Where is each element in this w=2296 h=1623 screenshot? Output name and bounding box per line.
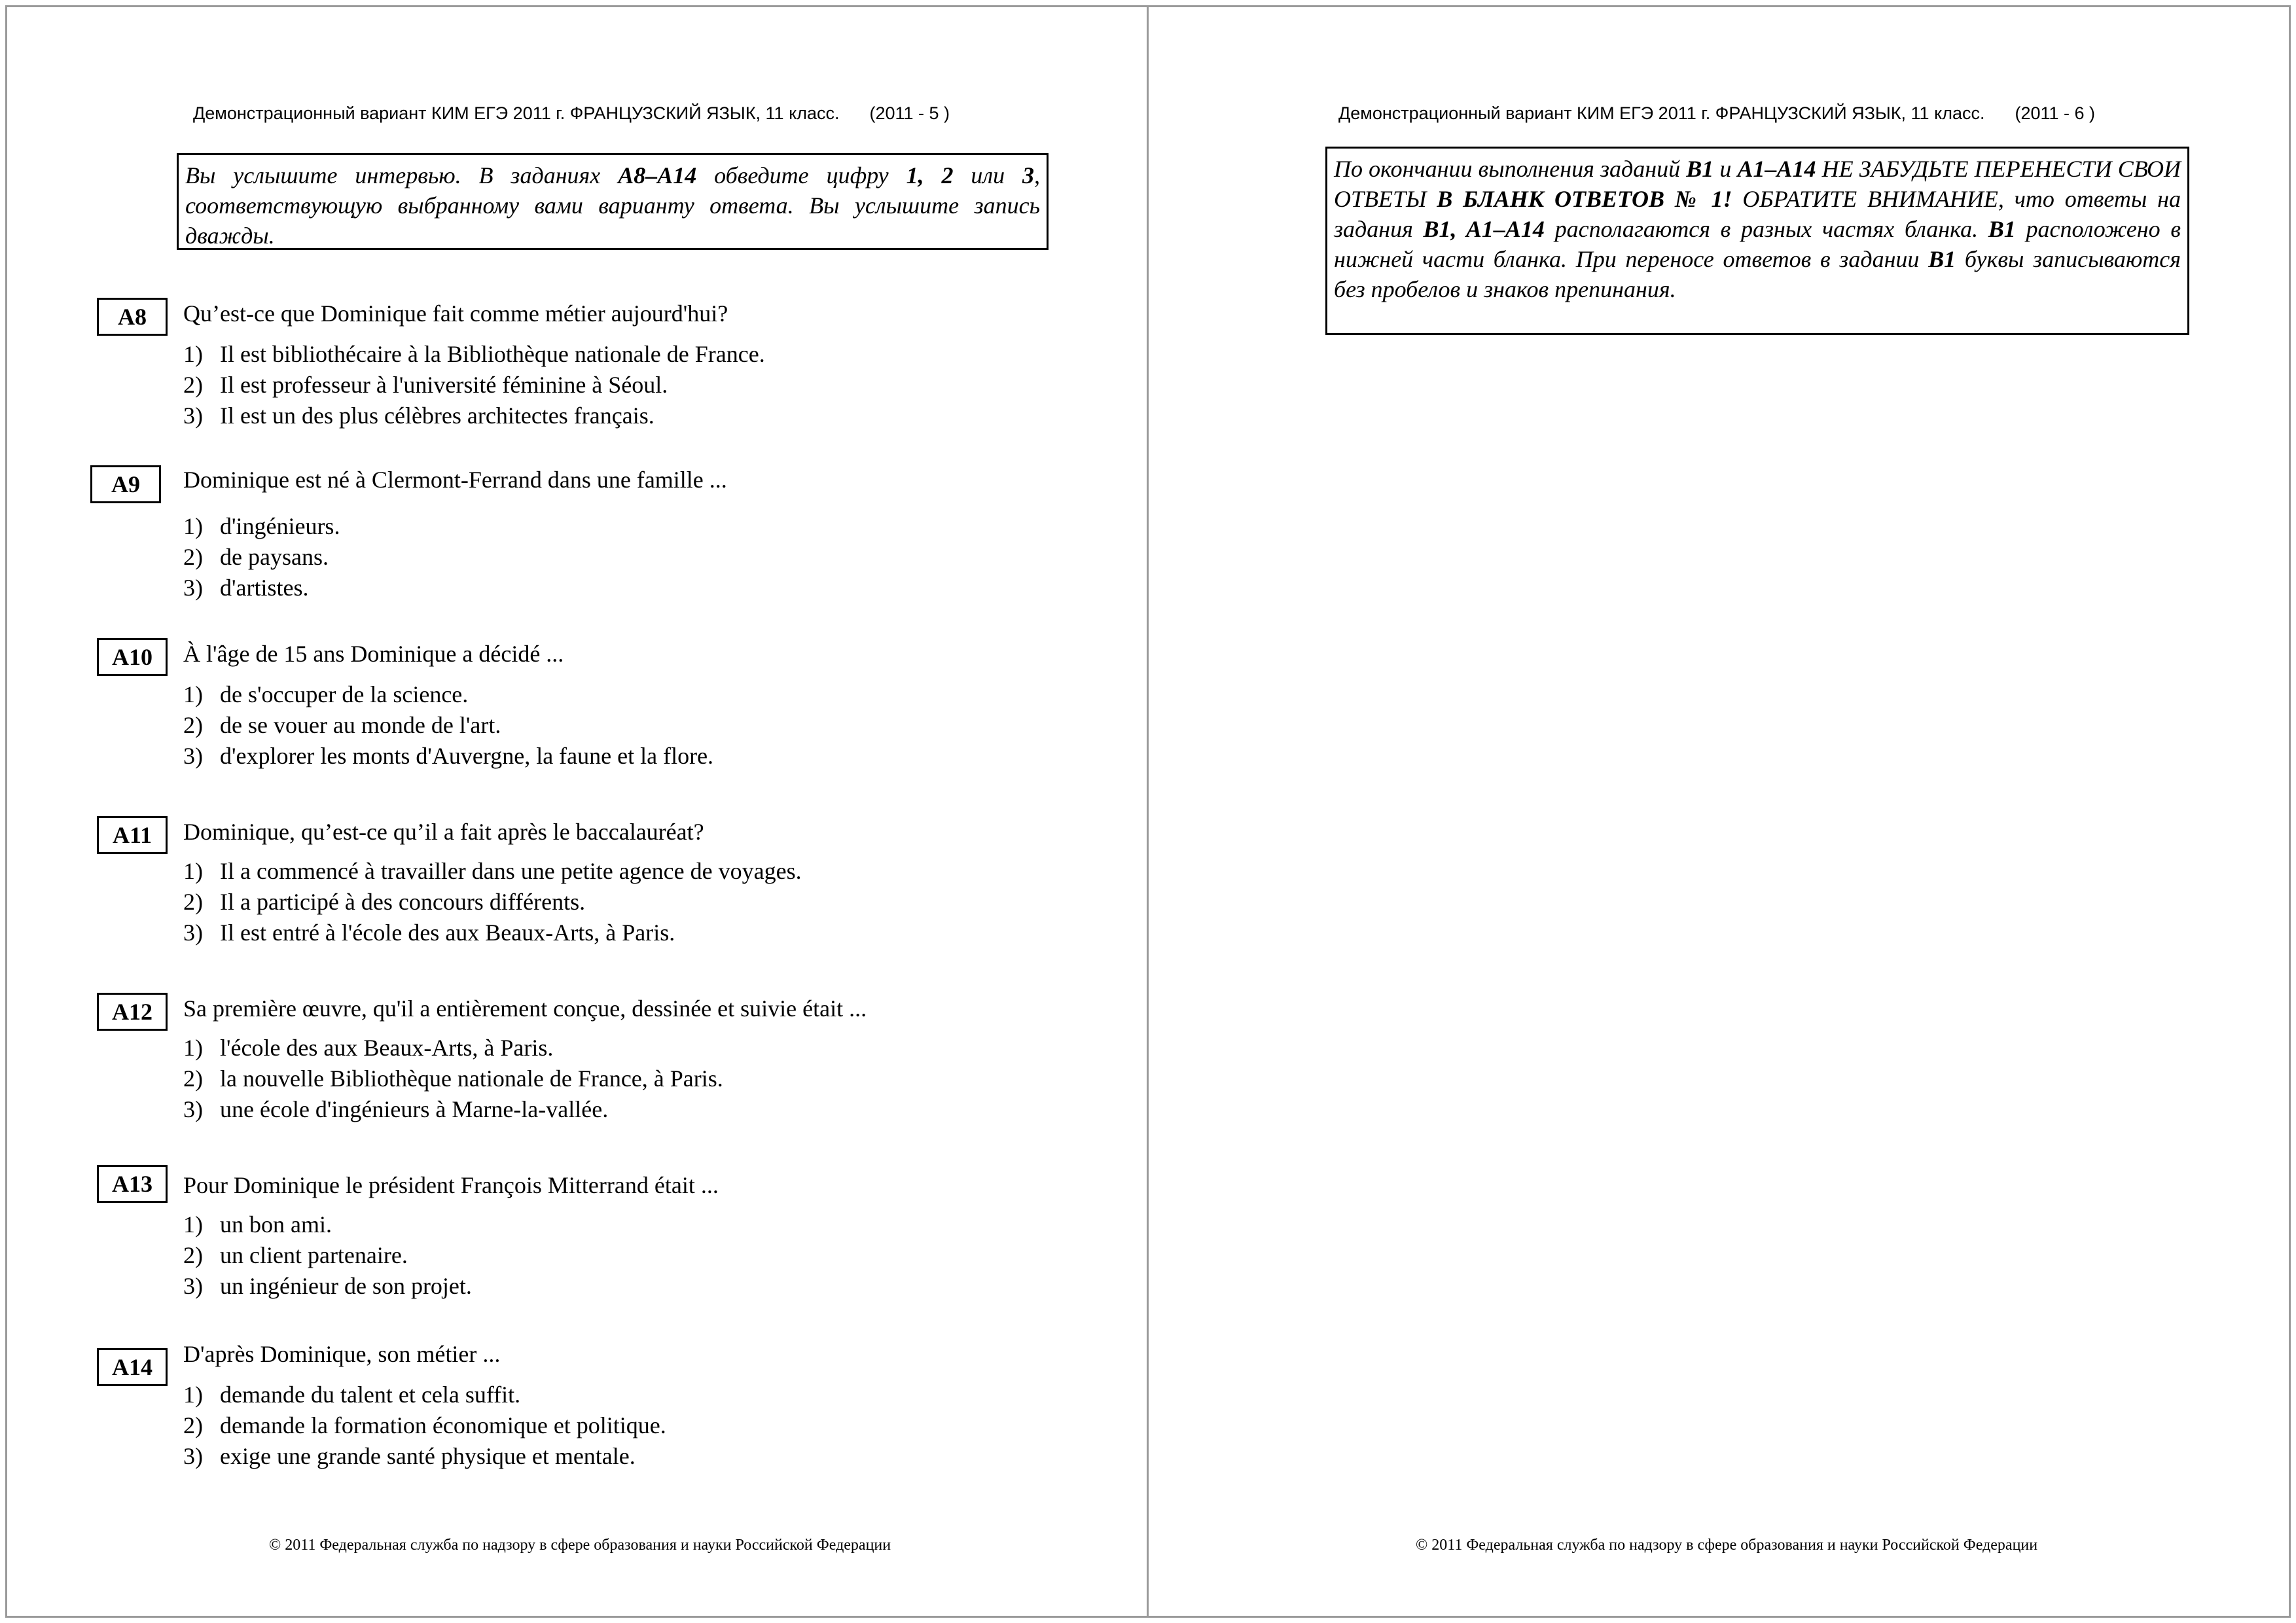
option: 1) de s'occuper de la science. bbox=[183, 681, 469, 707]
task-number-a12: A12 bbox=[97, 993, 168, 1031]
option: 3) Il est entré à l'école des aux Beaux-Arts, à Paris. bbox=[183, 919, 675, 946]
question-a14: D'après Dominique, son métier ... bbox=[183, 1341, 501, 1367]
question-a9: Dominique est né à Clermont-Ferrand dans une famille ... bbox=[183, 467, 727, 493]
option: 2) un client partenaire. bbox=[183, 1242, 408, 1268]
option: 1) un bon ami. bbox=[183, 1211, 332, 1238]
right-header bbox=[1338, 103, 2095, 124]
options-a8 bbox=[183, 339, 765, 431]
option: 1) Il est bibliothécaire à la Bibliothèque nationale de France. bbox=[183, 341, 765, 367]
option: 2) de se vouer au monde de l'art. bbox=[183, 712, 501, 738]
right-footer: © 2011 Федеральная служба по надзору в сфере образования и науки Российской Федерации bbox=[1416, 1537, 2038, 1554]
option: 3) Il est un des plus célèbres architectes français. bbox=[183, 402, 655, 429]
task-number-a9: A9 bbox=[90, 465, 161, 503]
option: 3) exige une grande santé physique et mentale. bbox=[183, 1443, 636, 1469]
task-number-a13: A13 bbox=[97, 1165, 168, 1203]
option: 1) demande du talent et cela suffit. bbox=[183, 1382, 521, 1408]
question-a12: Sa première œuvre, qu'il a entièrement conçue, dessinée et suivie était ... bbox=[183, 995, 867, 1022]
right-page bbox=[1149, 5, 2291, 1618]
option: 3) d'explorer les monts d'Auvergne, la faune et la flore. bbox=[183, 743, 714, 769]
left-header bbox=[193, 103, 950, 124]
header-title: Демонстрационный вариант КИМ ЕГЭ 2011 г. ФРАНЦУЗСКИЙ ЯЗЫК, 11 класс. bbox=[193, 103, 840, 123]
option: 1) Il a commencé à travailler dans une petite agence de voyages. bbox=[183, 858, 802, 884]
option: 2) Il a participé à des concours différents. bbox=[183, 889, 586, 915]
question-a11: Dominique, qu’est-ce qu’il a fait après le baccalauréat? bbox=[183, 819, 704, 845]
header-title: Демонстрационный вариант КИМ ЕГЭ 2011 г. ФРАНЦУЗСКИЙ ЯЗЫК, 11 класс. bbox=[1338, 103, 1985, 123]
page-number: (2011 - 5 ) bbox=[869, 103, 950, 123]
task-number-a11: A11 bbox=[97, 816, 168, 854]
option: 2) la nouvelle Bibliothèque nationale de France, à Paris. bbox=[183, 1065, 723, 1092]
task-number-a14: A14 bbox=[97, 1348, 168, 1386]
task-number-a8: A8 bbox=[97, 298, 168, 336]
transfer-answers-notice: По окончании выполнения заданий B1 и A1–A14 НЕ ЗАБУДЬТЕ ПЕРЕНЕСТИ СВОИ ОТВЕТЫ В БЛАНК ОТВЕТОВ № 1! ОБРАТИТЕ ВНИМАНИЕ, что ответы на задания B1, A1–A14 располагаются в разных частях бланка. B1 расположено в нижней части бланка. При переносе ответов в задании B1 буквы записываются без пробелов и знаков препинания. bbox=[1325, 147, 2189, 335]
option: 3) un ingénieur de son projet. bbox=[183, 1273, 472, 1299]
option: 3) une école d'ingénieurs à Marne-la-vallée. bbox=[183, 1096, 609, 1122]
option: 1) d'ingénieurs. bbox=[183, 513, 340, 539]
options-a10 bbox=[183, 679, 713, 772]
option: 2) demande la formation économique et politique. bbox=[183, 1412, 666, 1438]
option: 2) de paysans. bbox=[183, 544, 329, 570]
instruction-box: Вы услышите интервью. В заданиях A8–A14 обведите цифру 1, 2 или 3, соответствующую выбранному вами варианту ответа. Вы услышите запись дважды. bbox=[177, 153, 1049, 250]
page-number: (2011 - 6 ) bbox=[2015, 103, 2096, 123]
options-a9 bbox=[183, 511, 340, 603]
option: 1) l'école des aux Beaux-Arts, à Paris. bbox=[183, 1035, 554, 1061]
question-a10: À l'âge de 15 ans Dominique a décidé ... bbox=[183, 641, 564, 667]
option: 3) d'artistes. bbox=[183, 575, 309, 601]
left-page bbox=[5, 5, 1147, 1618]
options-a13 bbox=[183, 1209, 472, 1302]
options-a12 bbox=[183, 1033, 723, 1125]
option: 2) Il est professeur à l'université féminine à Séoul. bbox=[183, 372, 668, 398]
question-a8: Qu’est-ce que Dominique fait comme métier aujourd'hui? bbox=[183, 300, 728, 327]
options-a11 bbox=[183, 856, 802, 948]
options-a14 bbox=[183, 1380, 666, 1472]
left-footer: © 2011 Федеральная служба по надзору в сфере образования и науки Российской Федерации bbox=[269, 1537, 891, 1554]
task-number-a10: A10 bbox=[97, 638, 168, 676]
question-a13: Pour Dominique le président François Mitterrand était ... bbox=[183, 1172, 719, 1198]
